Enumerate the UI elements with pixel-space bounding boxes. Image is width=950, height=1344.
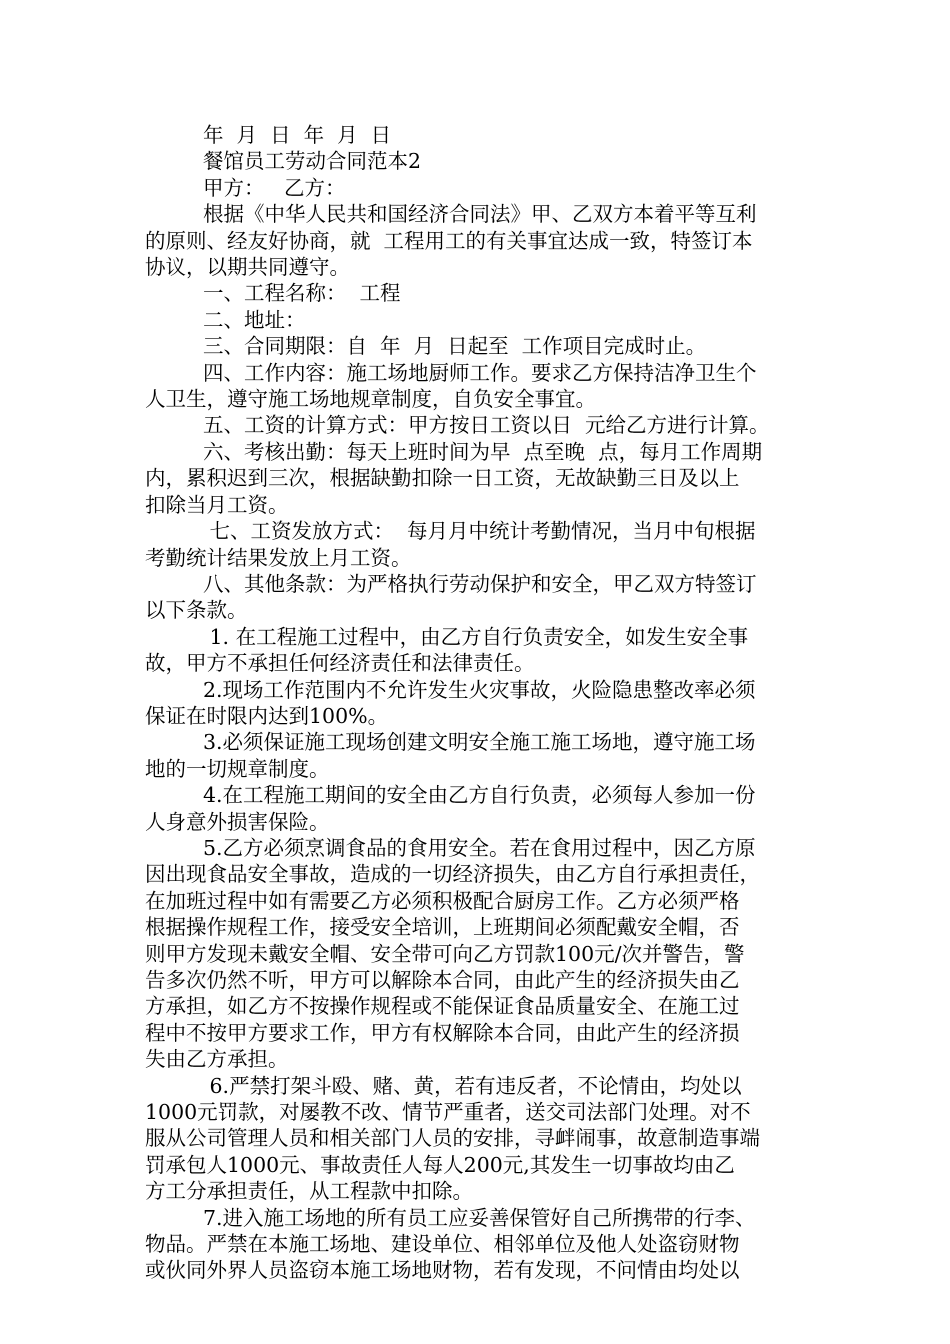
text-line: 或伙同外界人员盗窃本施工场地财物，若有发现，不问情由均处以 bbox=[145, 1258, 740, 1283]
text-line: 则甲方发现未戴安全帽、安全带可向乙方罚款100元/次并警告，警 bbox=[145, 941, 745, 966]
text-line: 1. 在工程施工过程中，由乙方自行负责安全，如发生安全事 bbox=[203, 624, 749, 649]
text-line: 五、工资的计算方式：甲方按日工资以日 元给乙方进行计算。 bbox=[203, 413, 770, 438]
text-line: 1000元罚款，对屡教不改、情节严重者，送交司法部门处理。对不 bbox=[145, 1100, 751, 1125]
text-line: 七、工资发放方式： 每月月中统计考勤情况，当月中旬根据 bbox=[203, 519, 756, 544]
text-line: 3.必须保证施工现场创建文明安全施工施工场地，遵守施工场 bbox=[203, 730, 756, 755]
text-line: 以下条款。 bbox=[145, 598, 248, 623]
text-line: 6.严禁打架斗殴、赌、黄，若有违反者，不论情由，均处以 bbox=[203, 1073, 742, 1098]
text-line: 六、考核出勤：每天上班时间为早 点至晚 点，每月工作周期 bbox=[203, 439, 763, 464]
text-line: 根据操作规程工作，接受安全培训，上班期间必须配戴安全帽，否 bbox=[145, 915, 740, 940]
text-line: 失由乙方承担。 bbox=[145, 1047, 289, 1072]
text-line: 一、工程名称： 工程 bbox=[203, 281, 401, 306]
text-line: 因出现食品安全事故，造成的一切经济损失，由乙方自行承担责任， bbox=[145, 862, 760, 887]
text-line: 二、地址： bbox=[203, 307, 306, 332]
text-line: 告多次仍然不听，甲方可以解除本合同，由此产生的经济损失由乙 bbox=[145, 968, 740, 992]
text-line: 罚承包人1000元、事故责任人每人200元,其发生一切事故均由乙 bbox=[145, 1152, 735, 1177]
text-line: 四、工作内容：施工场地厨师工作。要求乙方保持洁净卫生个 bbox=[203, 360, 757, 385]
text-line: 人卫生，遵守施工场地规章制度，自负安全事宜。 bbox=[145, 387, 596, 412]
text-line: 扣除当月工资。 bbox=[145, 492, 289, 517]
text-line: 根据《中华人民共和国经济合同法》甲、乙双方本着平等互利 bbox=[203, 202, 757, 227]
text-line: 地的一切规章制度。 bbox=[145, 756, 330, 781]
text-line: 7.进入施工场地的所有员工应妥善保管好自己所携带的行李、 bbox=[203, 1205, 756, 1230]
text-line: 三、合同期限：自 年 月 日起至 工作项目完成时止。 bbox=[203, 334, 707, 359]
text-line: 内，累积迟到三次，根据缺勤扣除一日工资，无故缺勤三日及以上 bbox=[145, 466, 740, 491]
text-line: 考勤统计结果发放上月工资。 bbox=[145, 545, 412, 570]
text-line: 4.在工程施工期间的安全由乙方自行负责，必须每人参加一份 bbox=[203, 783, 756, 808]
text-line: 保证在时限内达到100%。 bbox=[145, 703, 389, 728]
text-line: 服从公司管理人员和相关部门人员的安排，寻衅闹事，故意制造事端 bbox=[145, 1126, 760, 1151]
text-line: 2.现场工作范围内不允许发生火灾事故，火险隐患整改率必须 bbox=[203, 677, 756, 702]
document-body bbox=[145, 122, 810, 1284]
text-line: 餐馆员工劳动合同范本2 bbox=[203, 149, 422, 174]
text-line: 物品。严禁在本施工场地、建设单位、相邻单位及他人处盗窃财物 bbox=[145, 1232, 740, 1257]
text-line: 故，甲方不承担任何经济责任和法律责任。 bbox=[145, 651, 535, 676]
text-line: 协议，以期共同遵守。 bbox=[145, 255, 350, 280]
text-line: 程中不按甲方要求工作，甲方有权解除本合同，由此产生的经济损 bbox=[145, 1020, 740, 1045]
text-line: 人身意外损害保险。 bbox=[145, 809, 330, 834]
text-line: 甲方： 乙方： bbox=[203, 175, 346, 200]
text-line: 在加班过程中如有需要乙方必须积极配合厨房工作。乙方必须严格 bbox=[145, 888, 740, 913]
text-line: 方承担，如乙方不按操作规程或不能保证食品质量安全、在施工过 bbox=[145, 994, 740, 1019]
text-line: 5.乙方必须烹调食品的食用安全。若在食用过程中，因乙方原 bbox=[203, 835, 756, 860]
text-line: 年 月 日 年 月 日 bbox=[203, 123, 392, 147]
text-line: 八、其他条款：为严格执行劳动保护和安全，甲乙双方特签订 bbox=[203, 571, 757, 596]
text-line: 方工分承担责任，从工程款中扣除。 bbox=[145, 1179, 473, 1204]
text-line: 的原则、经友好协商，就 工程用工的有关事宜达成一致，特签订本 bbox=[145, 228, 753, 253]
